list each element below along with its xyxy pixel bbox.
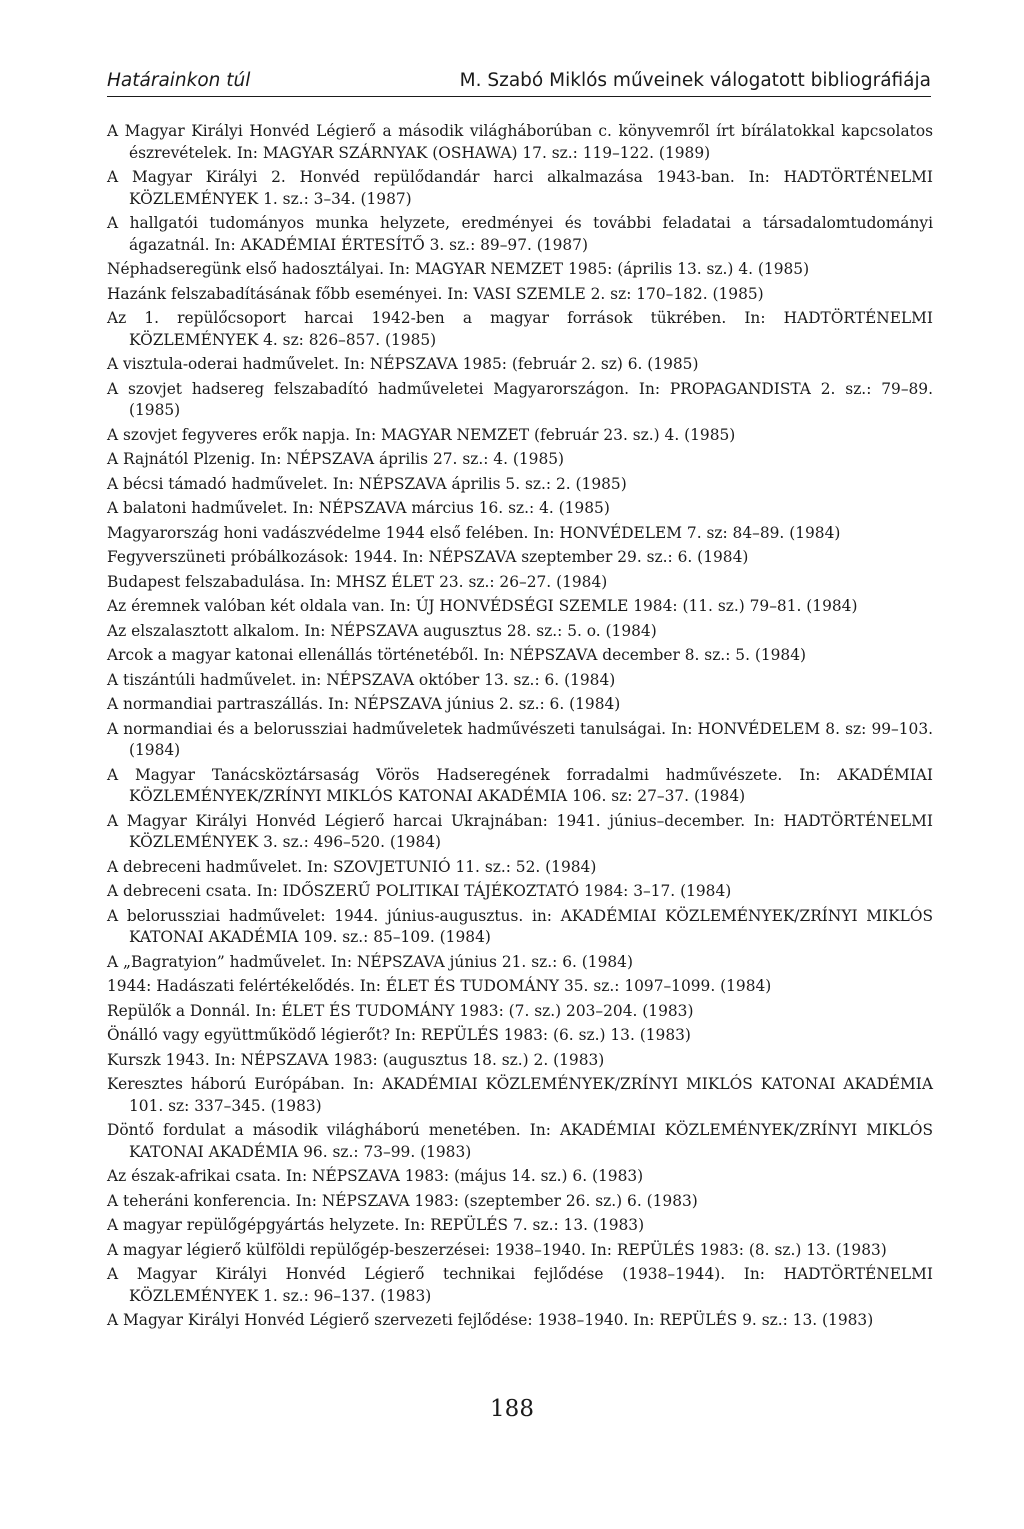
bibliography-entry: Budapest felszabadulása. In: MHSZ ÉLET 23. sz.: 26–27. (1984) [107, 572, 608, 591]
bibliography-entry: A balatoni hadművelet. In: NÉPSZAVA március 16. sz.: 4. (1985) [107, 499, 610, 517]
page-number: 188 [490, 1396, 534, 1422]
bibliography-entry: A „Bagratyion” hadművelet. In: NÉPSZAVA június 21. sz.: 6. (1984) [107, 952, 633, 971]
bibliography-entry: Hazánk felszabadításának főbb eseményei. In: VASI SZEMLE 2. sz: 170–182. (1985) [107, 284, 764, 303]
bibliography-entry: A hallgatói tudományos munka helyzete, eredményei és további feladatai a társadalomtudományi ágazatnál. In: AKADÉMIAI ÉRTESÍTŐ 3. sz.: 89–97. (1987) [107, 214, 933, 254]
bibliography-entry: Repülők a Donnál. In: ÉLET ÉS TUDOMÁNY 1983: (7. sz.) 203–204. (1983) [107, 1001, 694, 1020]
bibliography-entry: Fegyverszüneti próbálkozások: 1944. In: NÉPSZAVA szeptember 29. sz.: 6. (1984) [107, 548, 749, 566]
bibliography-entry: A magyar repülőgépgyártás helyzete. In: REPÜLÉS 7. sz.: 13. (1983) [107, 1216, 645, 1234]
running-header [107, 66, 931, 97]
bibliography-entry: A tiszántúli hadművelet. in: NÉPSZAVA október 13. sz.: 6. (1984) [107, 670, 616, 689]
bibliography-entry: A Rajnától Plzenig. In: NÉPSZAVA április 27. sz.: 4. (1985) [107, 450, 565, 468]
bibliography-entry: A bécsi támadó hadművelet. In: NÉPSZAVA április 5. sz.: 2. (1985) [107, 474, 627, 493]
bibliography-entry: Magyarország honi vadászvédelme 1944 első felében. In: HONVÉDELEM 7. sz: 84–89. (1984) [107, 523, 841, 542]
bibliography-entry: 1944: Hadászati felértékelődés. In: ÉLET ÉS TUDOMÁNY 35. sz.: 1097–1099. (1984) [107, 977, 772, 995]
bibliography-entry: Döntő fordulat a második világháború menetében. In: AKADÉMIAI KÖZLEMÉNYEK/ZRÍNYI MIKLÓS KATONAI AKADÉMIA 96. sz.: 73–99. (1983) [107, 1121, 933, 1161]
bibliography-entry: A teheráni konferencia. In: NÉPSZAVA 1983: (szeptember 26. sz.) 6. (1983) [107, 1191, 698, 1210]
bibliography-entry: A magyar légierő külföldi repülőgép-beszerzései: 1938–1940. In: REPÜLÉS 1983: (8. sz.) 13. (1983) [107, 1240, 887, 1259]
bibliography-entry: A debreceni hadművelet. In: SZOVJETUNIÓ 11. sz.: 52. (1984) [107, 857, 597, 876]
bibliography-entry: Keresztes háború Európában. In: AKADÉMIAI KÖZLEMÉNYEK/ZRÍNYI MIKLÓS KATONAI AKADÉMIA 101. sz: 337–345. (1983) [107, 1075, 933, 1115]
bibliography-entry: A Magyar Királyi Honvéd Légierő szervezeti fejlődése: 1938–1940. In: REPÜLÉS 9. sz.: 13. (1983) [107, 1311, 874, 1329]
bibliography-entry: A szovjet fegyveres erők napja. In: MAGYAR NEMZET (február 23. sz.) 4. (1985) [107, 425, 736, 444]
bibliography-list [107, 121, 933, 1335]
bibliography-entry: A debreceni csata. In: IDŐSZERŰ POLITIKAI TÁJÉKOZTATÓ 1984: 3–17. (1984) [107, 882, 732, 900]
bibliography-entry: Arcok a magyar katonai ellenállás történetéből. In: NÉPSZAVA december 8. sz.: 5. (1984) [107, 646, 807, 664]
bibliography-entry: A Magyar Királyi Honvéd Légierő a második világháborúban c. könyvemről írt bírálatokkal kapcsolatos észrevételek. In: MAGYAR SZÁRNYAK (OSHAWA) 17. sz.: 119–122. (1989) [107, 122, 933, 162]
bibliography-entry: A Magyar Tanácsköztársaság Vörös Hadseregének forradalmi hadművészete. In: AKADÉMIAI KÖZLEMÉNYEK/ZRÍNYI MIKLÓS KATONAI AKADÉMIA 106. sz: 27–37. (1984) [107, 765, 933, 805]
bibliography-entry: Kurszk 1943. In: NÉPSZAVA 1983: (augusztus 18. sz.) 2. (1983) [107, 1050, 605, 1069]
bibliography-entry: A visztula-oderai hadművelet. In: NÉPSZAVA 1985: (február 2. sz) 6. (1985) [107, 355, 699, 373]
bibliography-entry: A Magyar Királyi 2. Honvéd repülődandár harci alkalmazása 1943-ban. In: HADTÖRTÉNELMI KÖZLEMÉNYEK 1. sz.: 3–34. (1987) [107, 168, 933, 208]
bibliography-entry: A normandiai partraszállás. In: NÉPSZAVA június 2. sz.: 6. (1984) [107, 695, 621, 713]
bibliography-entry: A Magyar Királyi Honvéd Légierő technikai fejlődése (1938–1944). In: HADTÖRTÉNELMI KÖZLEMÉNYEK 1. sz.: 96–137. (1983) [107, 1265, 933, 1305]
bibliography-entry: A Magyar Királyi Honvéd Légierő harcai Ukrajnában: 1941. június–december. In: HADTÖRTÉNELMI KÖZLEMÉNYEK 3. sz.: 496–520. (1984) [107, 811, 933, 851]
bibliography-entry: Önálló vagy együttműködő légierőt? In: REPÜLÉS 1983: (6. sz.) 13. (1983) [107, 1026, 691, 1044]
header-book-title: M. Szabó Miklós műveinek válogatott bibliográfiája [459, 70, 931, 91]
bibliography-entry: Néphadseregünk első hadosztályai. In: MAGYAR NEMZET 1985: (április 13. sz.) 4. (1985) [107, 260, 810, 278]
header-section-title: Határainkon túl [107, 70, 251, 91]
bibliography-entry: Az éremnek valóban két oldala van. In: ÚJ HONVÉDSÉGI SZEMLE 1984: (11. sz.) 79–81. (1984) [107, 597, 858, 615]
bibliography-entry: A szovjet hadsereg felszabadító hadműveletei Magyarországon. In: PROPAGANDISTA 2. sz.: 79–89. (1985) [107, 379, 933, 419]
bibliography-entry: Az elszalasztott alkalom. In: NÉPSZAVA augusztus 28. sz.: 5. o. (1984) [107, 621, 657, 640]
bibliography-entry: Az észak-afrikai csata. In: NÉPSZAVA 1983: (május 14. sz.) 6. (1983) [107, 1167, 644, 1185]
bibliography-entry: Az 1. repülőcsoport harcai 1942-ben a magyar források tükrében. In: HADTÖRTÉNELMI KÖZLEMÉNYEK 4. sz: 826–857. (1985) [107, 309, 933, 349]
bibliography-entry: A normandiai és a belorussziai hadműveletek hadművészeti tanulságai. In: HONVÉDELEM 8. sz: 99–103. (1984) [107, 719, 933, 759]
bibliography-entry: A belorussziai hadművelet: 1944. június-augusztus. in: AKADÉMIAI KÖZLEMÉNYEK/ZRÍNYI MIKLÓS KATONAI AKADÉMIA 109. sz.: 85–109. (1984) [107, 906, 933, 946]
